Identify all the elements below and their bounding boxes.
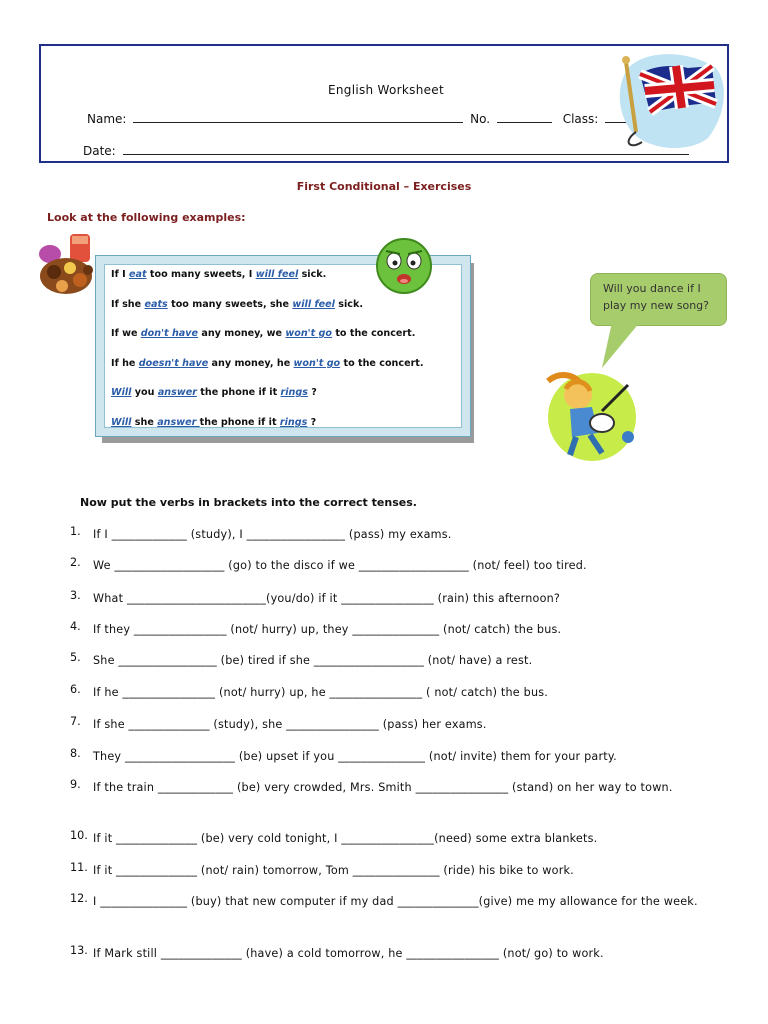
exercise-text: What ________________________(you/do) if it ________________ (rain) this afternoon? — [93, 592, 561, 605]
exercise-text: If the train _____________ (be) very crowded, Mrs. Smith ________________ (stand) on her way to town. — [93, 781, 673, 794]
date-blank[interactable] — [123, 144, 689, 155]
example-line: If he doesn't have any money, he won't go to the concert. — [111, 358, 424, 369]
exercise-text: If it ______________ (not/ rain) tomorrow, Tom _______________ (ride) his bike to work. — [93, 864, 574, 877]
section-title: First Conditional – Exercises — [296, 180, 472, 193]
sick-smiley-icon — [374, 237, 434, 295]
speech-bubble: Will you dance if I play my new song? — [590, 273, 727, 326]
worksheet-title: English Worksheet — [328, 83, 444, 97]
exercise-text: If they ________________ (not/ hurry) up, they _______________ (not/ catch) the bus. — [93, 623, 562, 636]
exercise-number: 10. — [70, 829, 88, 842]
exercise-number: 7. — [70, 715, 81, 728]
sweets-icon — [36, 232, 104, 302]
exercise-number: 3. — [70, 589, 81, 602]
exercise-number: 6. — [70, 683, 81, 696]
instructions: Now put the verbs in brackets into the correct tenses. — [80, 496, 417, 509]
example-line: If I eat too many sweets, I will feel sick. — [111, 269, 327, 280]
exercise-number: 8. — [70, 747, 81, 760]
number-blank[interactable] — [497, 112, 552, 123]
example-line: If we don't have any money, we won't go to the concert. — [111, 328, 416, 339]
example-line: Will she answer the phone if it rings ? — [111, 417, 317, 428]
exercise-number: 2. — [70, 556, 81, 569]
uk-flag-icon — [612, 46, 728, 152]
exercise-number: 1. — [70, 525, 81, 538]
speech-bubble-tail — [596, 322, 646, 372]
number-label: No. — [470, 112, 491, 126]
exercise-text: If it ______________ (be) very cold tonight, I ________________(need) some extra blankets. — [93, 832, 598, 845]
exercise-number: 13. — [70, 944, 88, 957]
exercise-number: 5. — [70, 651, 81, 664]
exercise-text: If he ________________ (not/ hurry) up, he ________________ ( not/ catch) the bus. — [93, 686, 549, 699]
exercise-text: We ___________________ (go) to the disco if we ___________________ (not/ feel) too tired. — [93, 559, 587, 572]
class-label: Class: — [562, 112, 599, 126]
date-row — [83, 144, 692, 158]
exercise-text: If she ______________ (study), she ________________ (pass) her exams. — [93, 718, 487, 731]
exercise-number: 9. — [70, 778, 81, 791]
examples-heading: Look at the following examples: — [47, 211, 246, 224]
name-row — [87, 112, 694, 126]
name-label: Name: — [87, 112, 127, 126]
exercise-number: 11. — [70, 861, 88, 874]
example-line: If she eats too many sweets, she will feel sick. — [111, 299, 363, 310]
exercise-number: 4. — [70, 620, 81, 633]
exercise-text: If Mark still ______________ (have) a cold tomorrow, he ________________ (not/ go) to work. — [93, 947, 604, 960]
exercise-text: If I _____________ (study), I _________________ (pass) my exams. — [93, 528, 452, 541]
exercise-number: 12. — [70, 892, 88, 905]
example-line: Will you answer the phone if it rings ? — [111, 387, 317, 398]
exercise-text: They ___________________ (be) upset if you _______________ (not/ invite) them for your party. — [93, 750, 617, 763]
exercise-text: She _________________ (be) tired if she ___________________ (not/ have) a rest. — [93, 654, 533, 667]
exercise-text: I _______________ (buy) that new computer if my dad ______________(give) me my allowance for the week. — [93, 895, 698, 908]
name-blank[interactable] — [133, 112, 463, 123]
kid-guitar-icon — [540, 367, 640, 463]
date-label: Date: — [83, 144, 116, 158]
